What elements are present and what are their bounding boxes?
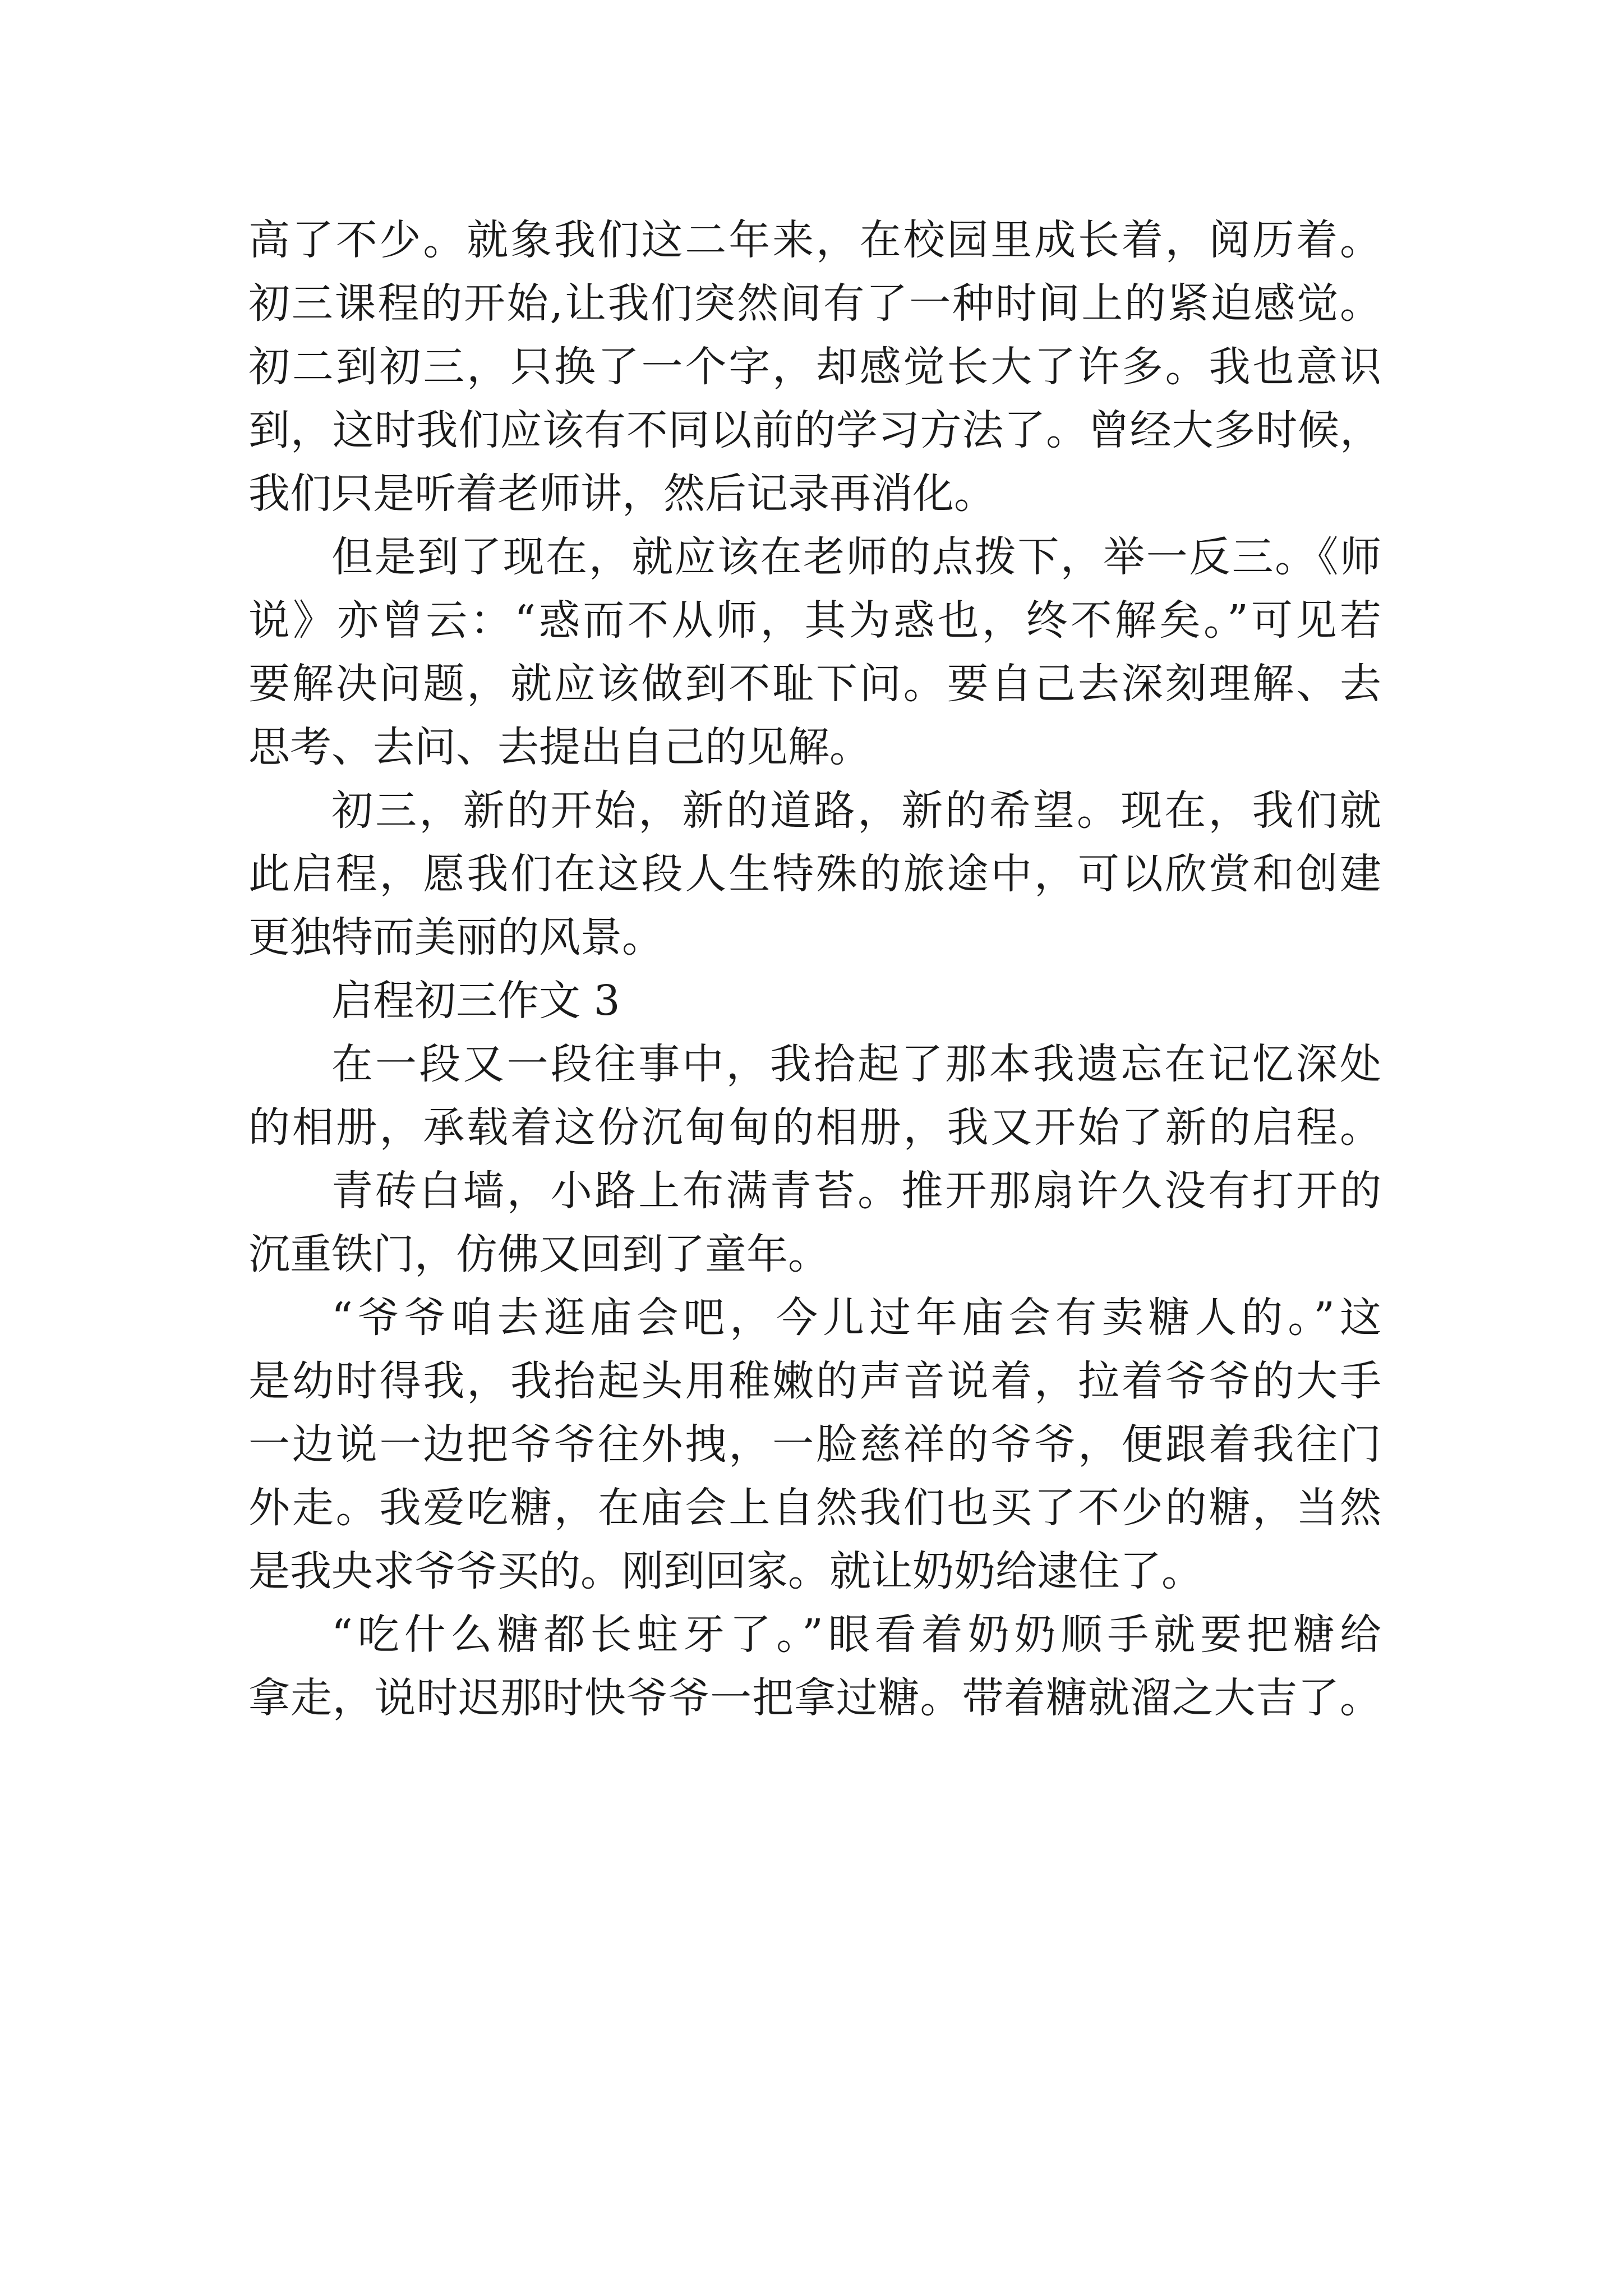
text-line: 外走。我爱吃糖，在庙会上自然我们也买了不少的糖，当然: [248, 1484, 1381, 1532]
paragraph-first-line: “吃什么糖都长蛀牙了。”眼看着奶奶顺手就要把糖给: [331, 1611, 1381, 1659]
paragraph-first-line: 但是到了现在，就应该在老师的点拨下，举一反三。《师: [331, 533, 1381, 581]
document-body: [248, 209, 1381, 1730]
text-line: 说》亦曾云：“惑而不从师，其为惑也，终不解矣。”可见若: [248, 596, 1381, 645]
text-line: 是幼时得我，我抬起头用稚嫩的声音说着，拉着爷爷的大手: [248, 1357, 1381, 1405]
text-line: 拿走，说时迟那时快爷爷一把拿过糖。带着糖就溜之大吉了。: [248, 1674, 1381, 1722]
paragraph-first-line: “爷爷咱去逛庙会吧，今儿过年庙会有卖糖人的。”这: [331, 1294, 1381, 1342]
text-line: 更独特而美丽的风景。: [248, 913, 663, 961]
text-line: 是我央求爷爷买的。刚到回家。就让奶奶给逮住了。: [248, 1547, 1203, 1595]
text-line: 思考、去问、去提出自己的见解。: [248, 723, 871, 771]
text-line: 此启程，愿我们在这段人生特殊的旅途中，可以欣赏和创建: [248, 850, 1381, 898]
paragraph-first-line: 初三，新的开始，新的道路，新的希望。现在，我们就: [331, 786, 1381, 835]
text-line: 高了不少。就象我们这二年来，在校园里成长着，阅历着。: [248, 216, 1381, 264]
text-line: 一边说一边把爷爷往外拽，一脸慈祥的爷爷，便跟着我往门: [248, 1420, 1381, 1469]
paragraph-first-line: 青砖白墙，小路上布满青苔。推开那扇许久没有打开的: [331, 1167, 1381, 1215]
text-line: 到，这时我们应该有不同以前的学习方法了。曾经大多时候，: [248, 406, 1381, 454]
text-line: 要解决问题，就应该做到不耻下问。要自己去深刻理解、去: [248, 660, 1381, 708]
paragraph-first-line: 在一段又一段往事中，我拾起了那本我遗忘在记忆深处: [331, 1040, 1381, 1088]
section-heading: 启程初三作文 3: [331, 977, 620, 1025]
text-line: 初三课程的开始,让我们突然间有了一种时间上的紧迫感觉。: [248, 279, 1381, 328]
text-line: 沉重铁门，仿佛又回到了童年。: [248, 1230, 829, 1278]
text-line: 的相册，承载着这份沉甸甸的相册，我又开始了新的启程。: [248, 1103, 1381, 1152]
text-line: 初二到初三，只换了一个字，却感觉长大了许多。我也意识: [248, 343, 1381, 391]
text-line: 我们只是听着老师讲，然后记录再消化。: [248, 470, 995, 518]
